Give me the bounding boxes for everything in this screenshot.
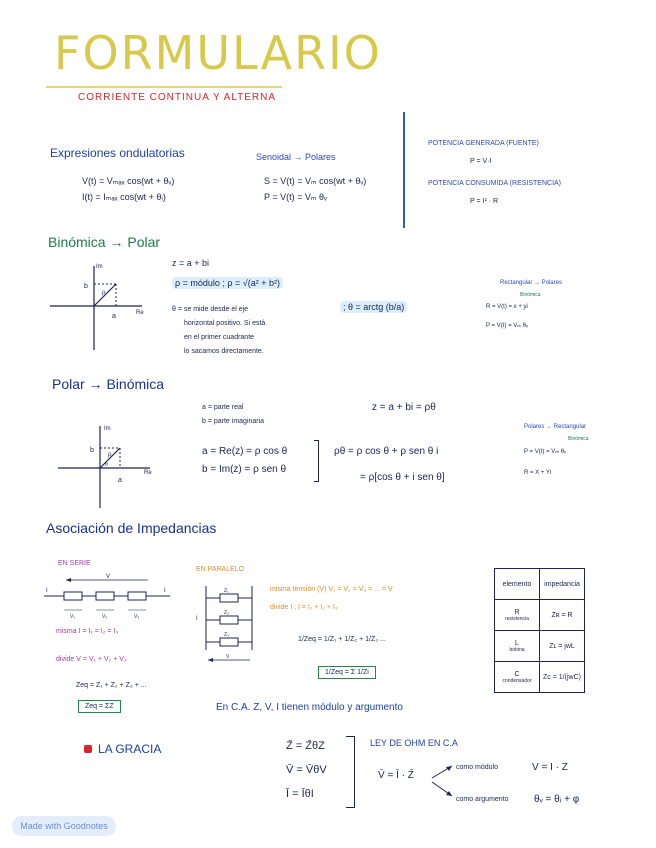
label-en-paralelo: EN PARALELO [196,566,245,573]
serie-i2-label: I [164,588,166,594]
bracket-eq-z: Z̄ = Z̄θZ [286,740,325,752]
serie-zeq-box: Zeq = ΣZ [78,700,121,713]
argumento-eq: θᵥ = θᵢ + φ [534,794,580,805]
page-subtitle: CORRIENTE CONTINUA Y ALTERNA [78,92,277,103]
label-en-serie: EN SERIE [58,560,91,567]
paralelo-divide-i: divide I ; I = I₁ + I₂ + I₃ [270,604,338,611]
como-modulo-label: como módulo [456,764,499,771]
diagram-polar-binomica [58,422,158,512]
side-head-polar-rect: Polares → Rectangular [524,424,587,430]
theta-line-1: θ = se mide desde el eje [172,306,249,313]
side-note-binomica-1: Binómica [520,292,541,298]
label-b: b [84,283,88,290]
side-note-binomica-2: Binómica [568,436,589,442]
title-underline [46,86,282,88]
circuit-paralelo [196,580,266,666]
eq-rho-modulo: ρ = módulo ; ρ = √(a² + b²) [172,278,283,288]
bracket-right [314,440,319,482]
label-rho-2: ρ [108,452,112,458]
potencia-generada-label: POTENCIA GENERADA (FUENTE) [428,140,539,147]
side-eq-p-2: P = V(t) = Vₘ θᵥ [524,449,566,455]
theta-line-2: horizontal positivo. Si está [184,320,266,327]
axis-re-label-2: Re [144,470,152,476]
serie-v1-label: V₁ [70,614,76,620]
eq-a-re: a = Re(z) = ρ cos θ [202,446,288,457]
formula-s: S = V(t) = Vₘ cos(wt + θᵥ) [264,176,367,186]
ca-note: En C.A. Z, V, I tienen módulo y argumento [216,702,403,713]
side-eq-r: R = V(t) = x + yi [486,304,528,310]
side-eq-r-2: R = X + Yi [524,470,552,476]
eq-b-im: b = Im(z) = ρ sen θ [202,464,287,475]
table-row [495,600,585,631]
formula-i: I(t) = Iₘₐₓ cos(wt + θᵢ) [82,192,166,202]
como-argumento-label: como argumento [456,796,509,803]
label-a-2: a [118,477,122,484]
table-cell-element: C condensador [495,662,540,693]
goodnotes-badge[interactable]: Made with Goodnotes [12,816,116,836]
la-gracia-label: LA GRACIA [98,742,162,756]
modulo-eq: V = I · Z [532,762,568,773]
heading-binomica-polar: Binómica → Polar [48,234,161,250]
serie-zeq: Zeq = Z₁ + Z₂ + Z₃ + ... [76,682,147,689]
table-cell-impedance: Zᴄ = 1/(jwC) [540,662,585,693]
label-b-2: b [90,447,94,454]
heading-expresiones: Expresiones ondulatorias [50,146,185,160]
par-v-label: V [226,654,230,660]
potencia-generada-eq: P = V·I [470,158,492,165]
par-z1-label: Z₁ [224,588,229,594]
side-head-rect-polar: Rectangular → Polares [500,280,563,286]
ohm-title: LEY DE OHM EN C.A [370,738,458,748]
circuit-serie [44,570,174,620]
table-cell-element: L bobina [495,631,540,662]
serie-i1-label: I [46,588,48,594]
serie-v-label: V [106,574,111,580]
axis-im-label: Im [96,264,103,270]
heading-impedancias: Asociación de Impedancias [46,520,217,536]
eq-z-binomica: z = a + bi [172,258,210,268]
eq-rho-factor: = ρ[cos θ + i sen θ] [360,472,445,483]
eq-z-polar: z = a + bi = ρθ [372,402,436,413]
label-theta: θ [105,462,108,468]
eq-rho-expand: ρθ = ρ cos θ + ρ sen θ i [334,446,439,457]
bracket-eq-v: V̄ = V̄θV [286,764,327,776]
serie-divide-v: divide V = V₁ + V₂ + V₃ [56,656,127,663]
axis-im-label-2: Im [104,426,111,432]
eq-theta-arctg: ; θ = arctg (b/a) [340,302,407,312]
par-z2-label: Z₂ [224,610,229,616]
def-b: b = parte imaginaria [202,418,265,425]
par-i-label: I [196,616,198,622]
page-title: FORMULARIO [54,26,382,80]
table-row [495,631,585,662]
table-cell-element: R resistencia [495,600,540,631]
label-a: a [112,313,116,320]
paralelo-zeq: 1/Zeq = 1/Z₁ + 1/Z₂ + 1/Z₃ ... [298,636,386,643]
divider-vertical [403,112,405,228]
ohm-eq: V̄ = Ī · Z̄ [378,770,414,781]
par-z3-label: Z₃ [224,632,230,638]
side-eq-p: P = V(t) = Vₘ θᵥ [486,323,528,329]
def-a: a = parte real [202,404,244,411]
theta-line-4: lo sacamos directamente. [184,348,264,355]
diagram-binomica-polar [50,262,150,352]
axis-re-label: Re [136,310,144,316]
bracket-right-2 [346,736,355,808]
table-header-impedancia: impedancia [540,569,585,600]
paralelo-misma-tension: misma tensión (V) V₁ = V₂ = V₃ = ... = V [270,586,393,593]
heading-polar-binomica: Polar → Binómica [52,376,165,392]
heading-senoidal: Senoidal → Polares [256,152,336,162]
formula-v: V(t) = Vₘₐₓ cos(wt + θᵥ) [82,176,175,186]
formula-p: P = V(t) = Vₘ θᵥ [264,192,327,202]
serie-v2-label: V₂ [102,614,108,620]
serie-v3-label: V₃ [134,614,140,620]
paralelo-zeq-box: 1/Zeq = Σ 1/Zi [318,666,376,679]
serie-misma-i: misma I = I₁ = I₂ = I₃ [56,628,119,635]
theta-line-3: en el primer cuadrante [184,334,255,341]
table-cell-impedance: Zʀ = R [540,600,585,631]
potencia-consumida-label: POTENCIA CONSUMIDA (RESISTENCIA) [428,180,562,187]
table-row [495,662,585,693]
table-header-elemento: elemento [495,569,540,600]
table-cell-impedance: Zʟ = jwL [540,631,585,662]
label-rho: ρ [102,290,106,296]
impedance-table [494,568,585,693]
bracket-eq-i: Ī = ĪθI [286,788,314,800]
star-icon [84,745,92,753]
potencia-consumida-eq: P = I² · R [470,198,499,205]
